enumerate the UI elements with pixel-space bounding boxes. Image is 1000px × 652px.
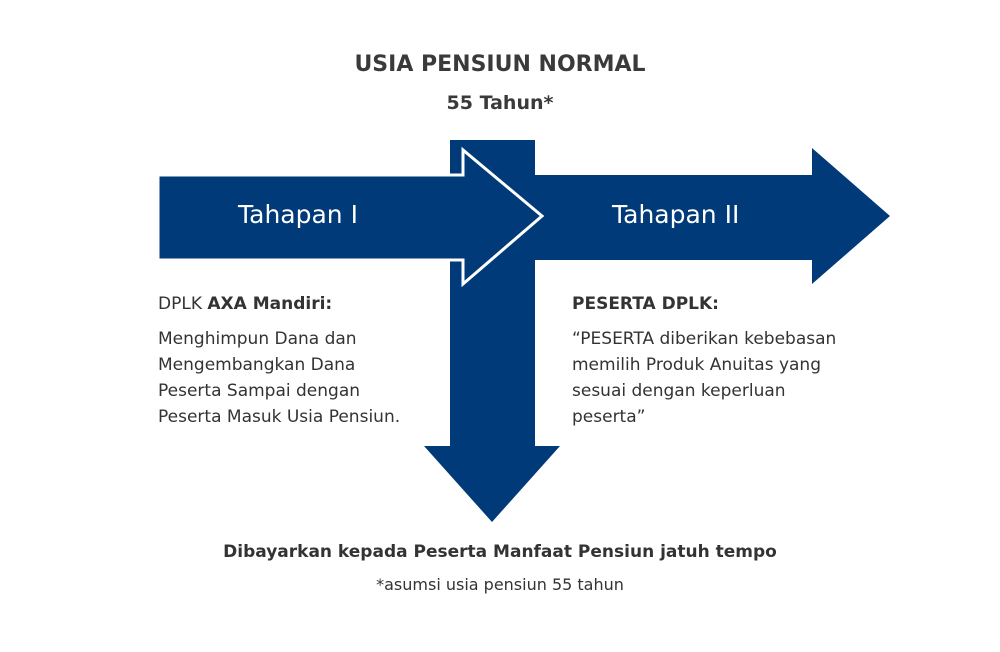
left-heading-bold: AXA Mandiri:: [207, 294, 333, 314]
diagram-subtitle: 55 Tahun*: [446, 92, 554, 114]
right-block-line-4: peserta”: [572, 407, 646, 427]
stage-1-label: Tahapan I: [238, 200, 358, 229]
left-block-line-2: Mengembangkan Dana: [158, 355, 356, 375]
diagram-title: USIA PENSIUN NORMAL: [354, 52, 646, 77]
footer-text: Dibayarkan kepada Peserta Manfaat Pensiun jatuh tempo: [223, 542, 777, 562]
footnote: *asumsi usia pensiun 55 tahun: [376, 575, 624, 594]
left-block-line-1: Menghimpun Dana dan: [158, 329, 357, 349]
left-block-heading: [158, 294, 332, 314]
left-heading-prefix: DPLK: [158, 294, 208, 314]
stage-2-label: Tahapan II: [612, 200, 740, 229]
right-block-line-3: sesuai dengan keperluan: [572, 381, 786, 401]
left-block-line-3: Peserta Sampai dengan: [158, 381, 361, 401]
left-block-line-4: Peserta Masuk Usia Pensiun.: [158, 407, 401, 427]
right-block-line-1: “PESERTA diberikan kebebasan: [572, 329, 837, 349]
right-block-line-2: memilih Produk Anuitas yang: [572, 355, 821, 375]
right-block-heading: PESERTA DPLK:: [572, 294, 719, 314]
